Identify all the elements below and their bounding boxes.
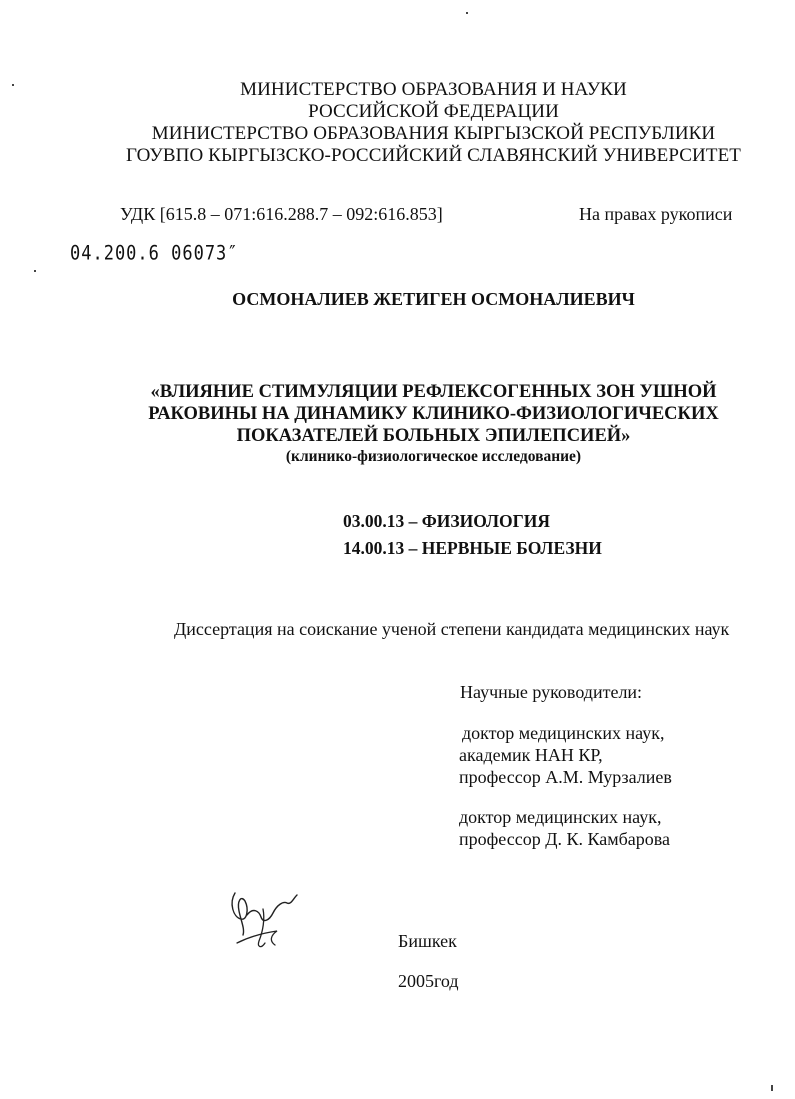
supervisors-heading: Научные руководители: — [460, 682, 643, 702]
dissertation-note: Диссертация на соискание ученой степени кандидата медицинских наук — [174, 619, 730, 639]
supervisor-line: доктор медицинских наук, — [462, 723, 665, 743]
title-line: РАКОВИНЫ НА ДИНАМИКУ КЛИНИКО-ФИЗИОЛОГИЧЕСКИХ — [148, 404, 719, 424]
header-line: ГОУВПО КЫРГЫЗСКО-РОССИЙСКИЙ СЛАВЯНСКИЙ УНИВЕРСИТЕТ — [125, 145, 741, 166]
specialty-code: 03.00.13 – ФИЗИОЛОГИЯ — [343, 511, 551, 531]
city: Бишкек — [398, 931, 457, 951]
scan-speck — [771, 1085, 773, 1091]
supervisor-line: доктор медицинских наук, — [459, 807, 662, 827]
title-line: ПОКАЗАТЕЛЕЙ БОЛЬНЫХ ЭПИЛЕПСИЕЙ» — [236, 426, 631, 446]
specialty-code: 14.00.13 – НЕРВНЫЕ БОЛЕЗНИ — [343, 538, 602, 558]
header-line: МИНИСТЕРСТВО ОБРАЗОВАНИЯ КЫРГЫЗСКОЙ РЕСПУБЛИКИ — [151, 123, 716, 144]
scan-speck — [34, 270, 36, 272]
header-line: МИНИСТЕРСТВО ОБРАЗОВАНИЯ И НАУКИ — [240, 79, 627, 100]
registration-stamp — [70, 242, 239, 265]
udk-code: УДК [615.8 – 071:616.288.7 – 092:616.853] — [120, 204, 443, 224]
supervisor-first — [459, 722, 672, 788]
supervisor-line: профессор А.М. Мурзалиев — [459, 767, 672, 787]
year: 2005год — [398, 971, 459, 991]
registration-number: 04.200.6 06073 — [70, 242, 228, 265]
title-line: «ВЛИЯНИЕ СТИМУЛЯЦИИ РЕФЛЕКСОГЕННЫХ ЗОН УШНОЙ — [150, 382, 717, 402]
scan-speck — [466, 12, 468, 14]
supervisor-line: профессор Д. К. Камбарова — [459, 829, 671, 849]
stamp-mark: ″ — [227, 242, 239, 265]
specialties — [343, 508, 602, 562]
dissertation-subtitle: (клинико-физиологическое исследование) — [285, 448, 582, 465]
ministry-header — [0, 79, 795, 167]
supervisor-second — [459, 806, 670, 850]
header-line: РОССИЙСКОЙ ФЕДЕРАЦИИ — [308, 101, 559, 122]
manuscript-note: На правах рукописи — [579, 204, 733, 224]
author-name: ОСМОНАЛИЕВ ЖЕТИГЕН ОСМОНАЛИЕВИЧ — [232, 289, 635, 309]
dissertation-title — [0, 381, 795, 447]
supervisor-line: академик НАН КР, — [459, 745, 603, 765]
handwritten-signature — [225, 885, 310, 955]
